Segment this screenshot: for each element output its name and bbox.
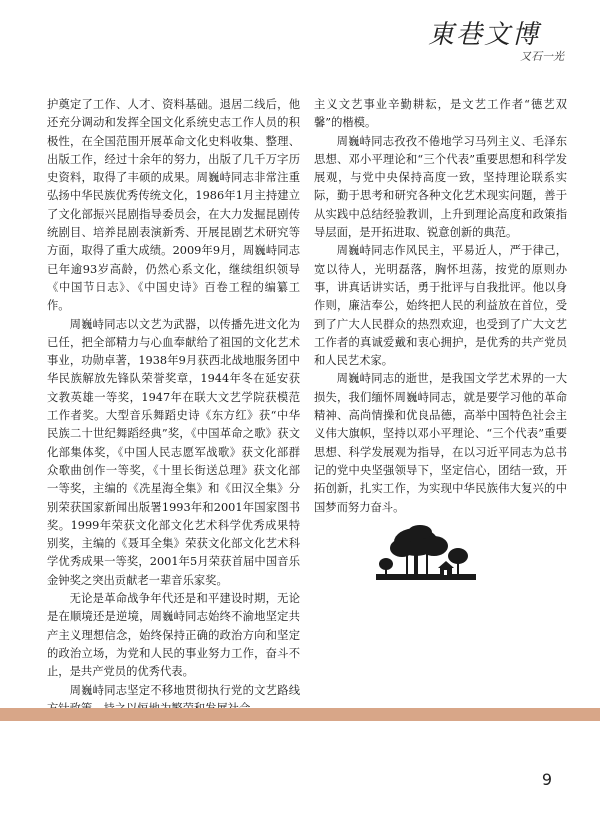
masthead-title: 東巷文博 (427, 20, 540, 50)
masthead-subtitle: 又石一光 (520, 50, 564, 63)
tree-illustration-icon (376, 524, 476, 582)
left-column (47, 96, 300, 718)
paragraph: 无论是革命战争年代还是和平建设时期，无论是在顺境还是逆境，周巍峙同志始终不渝地坚定共产主义理想信念，始终保持正确的政治方向和坚定的政治立场，为党和人民的事业努力工作，奋斗不止，是共产党员的优秀代表。 (47, 592, 300, 679)
page-number: 9 (541, 770, 552, 789)
paragraph: 周巍峙同志作风民主，平易近人，严于律己，宽以待人，光明磊落，胸怀坦荡，按党的原则办事，讲真话讲实话，勇于批评与自我批评。他以身作则，廉洁奉公，始终把人民的利益放在首位，受到了广大人民群众的热烈欢迎，也受到了广大文艺工作者的真诚爱戴和衷心拥护，是优秀的共产党员和人民艺术家。 (314, 244, 567, 368)
paragraph: 护奠定了工作、人才、资料基础。退居二线后，他还充分调动和发挥全国文化系统史志工作人员的积极性，在全国范围开展革命文化史料收集、整理、出版工作，经过十余年的努力，出版了几千万字历史资料，取得了丰硕的成果。周巍峙同志非常注重弘扬中华民族优秀传统文化，1986年1月主持建立了文化部振兴昆剧指导委员会，在大力发掘昆剧传统剧目、培养昆剧表演新秀、开展昆剧艺术研究等方面，取得了重大成绩。2009年9月，周巍峙同志已年逾93岁高龄，仍然心系文化，继续组织领导《中国节日志》、《中国史诗》百卷工程的编纂工作。 (47, 98, 300, 313)
paragraph: 主义文艺事业辛勤耕耘，是文艺工作者“德艺双馨”的楷模。 (314, 98, 567, 130)
footer-bar (0, 708, 600, 721)
paragraph: 周巍峙同志孜孜不倦地学习马列主义、毛泽东思想、邓小平理论和“三个代表”重要思想和科学发展观，与党中央保持高度一致，坚持理论联系实际，勤于思考和研究各种文化艺术现实问题，善于从实践中总结经验教训，上升到理论高度和政策指导层面，是开拓进取、锐意创新的典范。 (314, 134, 567, 240)
right-column (314, 96, 567, 517)
paragraph: 周巍峙同志以文艺为武器，以传播先进文化为已任，把全部精力与心血奉献给了祖国的文化艺术事业，功勋卓著，1938年9月获西北战地服务团中华民族解放先锋队荣誉奖章，1944年冬在延安获文教英雄一等奖，1947年在联大文艺学院获模范工作者奖。大型音乐舞蹈史诗《东方红》获“中华民族二十世纪舞蹈经典”奖，《中国革命之歌》获文化部集体奖，《中国人民志愿军战歌》获文化部群众歌曲创作一等奖，《十里长街送总理》获文化部一等奖，主编的《冼星海全集》和《田汉全集》分别荣获国家新闻出版署1993年和2001年国家图书奖。1999年荣获文化部文化艺术科学优秀成果特别奖，主编的《聂耳全集》荣获文化部文化艺术科学优秀成果一等奖，2001年5月荣获首届中国音乐金钟奖之突出贡献老一辈音乐家奖。 (47, 317, 300, 587)
paragraph: 周巍峙同志坚定不移地贯彻执行党的文艺路线 (69, 683, 300, 697)
paragraph: 周巍峙同志的逝世，是我国文学艺术界的一大损失，我们缅怀周巍峙同志，就是要学习他的革命精神、高尚情操和优良品德，高举中国特色社会主义伟大旗帜，坚持以邓小平理论、“三个代表”重要思想、科学发展观为指导，在以习近平同志为总书记的党中央坚强领导下，坚定信心，团结一致，开拓创新，扎实工作，为实现中华民族伟大复兴的中国梦而努力奋斗。 (314, 372, 567, 514)
